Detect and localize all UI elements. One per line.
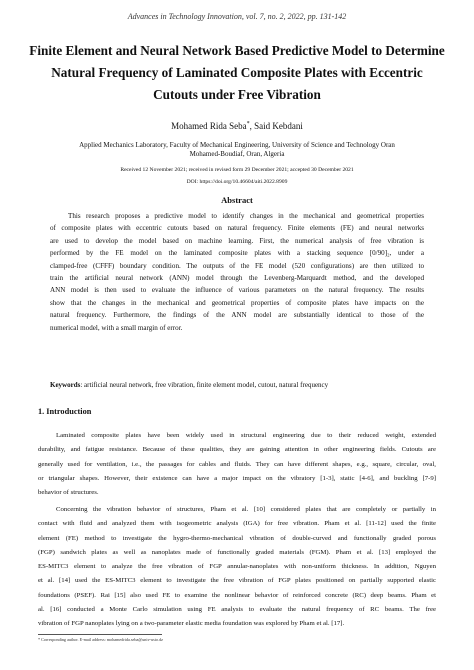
intro-paragraph-2	[38, 503, 436, 632]
footnote-divider	[38, 634, 162, 635]
body-line: Laminated composite plates have been widely used in structural engineering due to their reduced weight, extended	[56, 432, 436, 439]
body-line: generally used for ventilation, i.e., the passages for cables and fluids. They can have different shapes, e.g., square, circular, oval,	[38, 460, 436, 468]
title-line: Cutouts under Free Vibration	[153, 87, 321, 102]
abstract-line: show that the changes in the mechanical and geometrical properties of composite plates have impacts on the	[50, 298, 424, 307]
body-line: element (FE) method to investigate the hygro-thermo-mechanical vibration of double-curved and functionally graded porous	[38, 534, 436, 542]
abstract-line: train the artificial neural network (ANN) model through the Levenberg-Marquardt method, and the developed	[50, 274, 424, 283]
body-line: al. [16] conducted a Monte Carlo simulation using FE analysis to evaluate the natural frequency of RC beams. The free	[38, 606, 436, 614]
author-name: , Said Kebdani	[249, 121, 303, 131]
body-line: or triangular shapes. However, their existence can have a major impact on the vibratory [1-3], static [4-6], and buckling [7-9]	[38, 474, 436, 482]
abstract-line: This research proposes a predictive model to identify changes in the mechanical and geometrical properties	[68, 212, 424, 220]
doi-link[interactable]: DOI: https://doi.org/10.46604/aiti.2022.8909	[186, 179, 288, 185]
body-line: behavior of structures.	[38, 489, 99, 497]
affiliation-line: Applied Mechanics Laboratory, Faculty of Mechanical Engineering, University of Science and Technology Oran	[79, 141, 395, 149]
section-heading: 1. Introduction	[38, 407, 92, 416]
abstract-line: of composite plates with eccentric cutouts based on natural frequency. Finite elements (FE) and neural networks	[50, 224, 424, 233]
body-line: foundations (PSEF). Rai [15] also used FE to examine the nonlinear behavior of reinforced concrete (RC) deep beams. Pham et	[38, 591, 436, 599]
title-line: Finite Element and Neural Network Based Predictive Model to Determine	[29, 43, 445, 58]
affiliation	[40, 141, 434, 159]
keywords	[50, 381, 424, 389]
corresponding-mark: *	[246, 121, 250, 127]
abstract-line: are used to develop the model based on machine learning. First, the numerical analysis of free vibration is	[50, 236, 424, 245]
body-line: vibration of FGP nanoplates lying on a two-parameter elastic media foundation was explored by Pham et al. [17].	[38, 620, 345, 628]
keywords-label: Keywords	[50, 381, 81, 389]
journal-header: Advances in Technology Innovation, vol. 7, no. 2, 2022, pp. 131-142	[127, 12, 347, 21]
abstract-body	[50, 210, 424, 334]
abstract-line: clamped-free (CFFF) boundary condition. The outputs of the FE model (520 configurations) are then utilized to	[50, 261, 424, 270]
author-name: Mohamed Rida Seba	[171, 121, 247, 131]
title-line: Natural Frequency of Laminated Composite Plates with Eccentric	[51, 65, 423, 80]
abstract-line: natural frequency. Furthermore, the findings of the ANN model are substantially identical to those of the	[50, 311, 424, 320]
intro-paragraph-1	[38, 429, 436, 500]
abstract-heading: Abstract	[221, 195, 253, 205]
affiliation-line: Mohamed-Boudiaf, Oran, Algeria	[189, 150, 285, 158]
keywords-text: : artificial neural network, free vibration, finite element model, cutout, natural frequency	[80, 381, 329, 389]
abstract-line: numerical model, with a small margin of error.	[50, 323, 183, 332]
abstract-line: performed by the FE model on the laminated composite plates with a stacking sequence [0/90]₂, under a	[50, 249, 424, 258]
body-line: et al. [14] used the ES-MITC3 element to investigate the free vibration of FGP plates positioned on partially supported elastic	[38, 577, 436, 585]
body-line: Concerning the vibration behavior of structures, Pham et al. [10] considered plates that are completely or partially in	[56, 506, 436, 513]
author-list	[0, 121, 474, 131]
abstract-line: ANN model is then used to evaluate the influence of various parameters on the natural frequency. The results	[50, 286, 424, 295]
body-line: durability, and fatigue resistance. Because of these qualities, they are gaining attention in other engineering fields. Cutouts are	[38, 446, 436, 454]
body-line: (FGP) sandwich plates as well as nanoplates made of functionally graded materials (FGM). Pham et al. [13] employed the	[38, 548, 436, 556]
paper-title	[28, 40, 446, 106]
received-dates: Received 12 November 2021; received in revised form 29 December 2021; accepted 30 December 2021	[120, 167, 354, 173]
body-line: contact with fluid and analyzed them with isogeometric analysis (IGA) for free vibration. Pham et al. [11-12] used the finite	[38, 520, 436, 528]
body-line: ES-MITC3 element to analyze the free vibration of FGP annular-nanoplates with non-uniform thickness. In addition, Nguyen	[38, 563, 436, 571]
footnote: * Corresponding author. E-mail address: mohamedrida.seba@univ-usto.dz	[38, 637, 164, 642]
